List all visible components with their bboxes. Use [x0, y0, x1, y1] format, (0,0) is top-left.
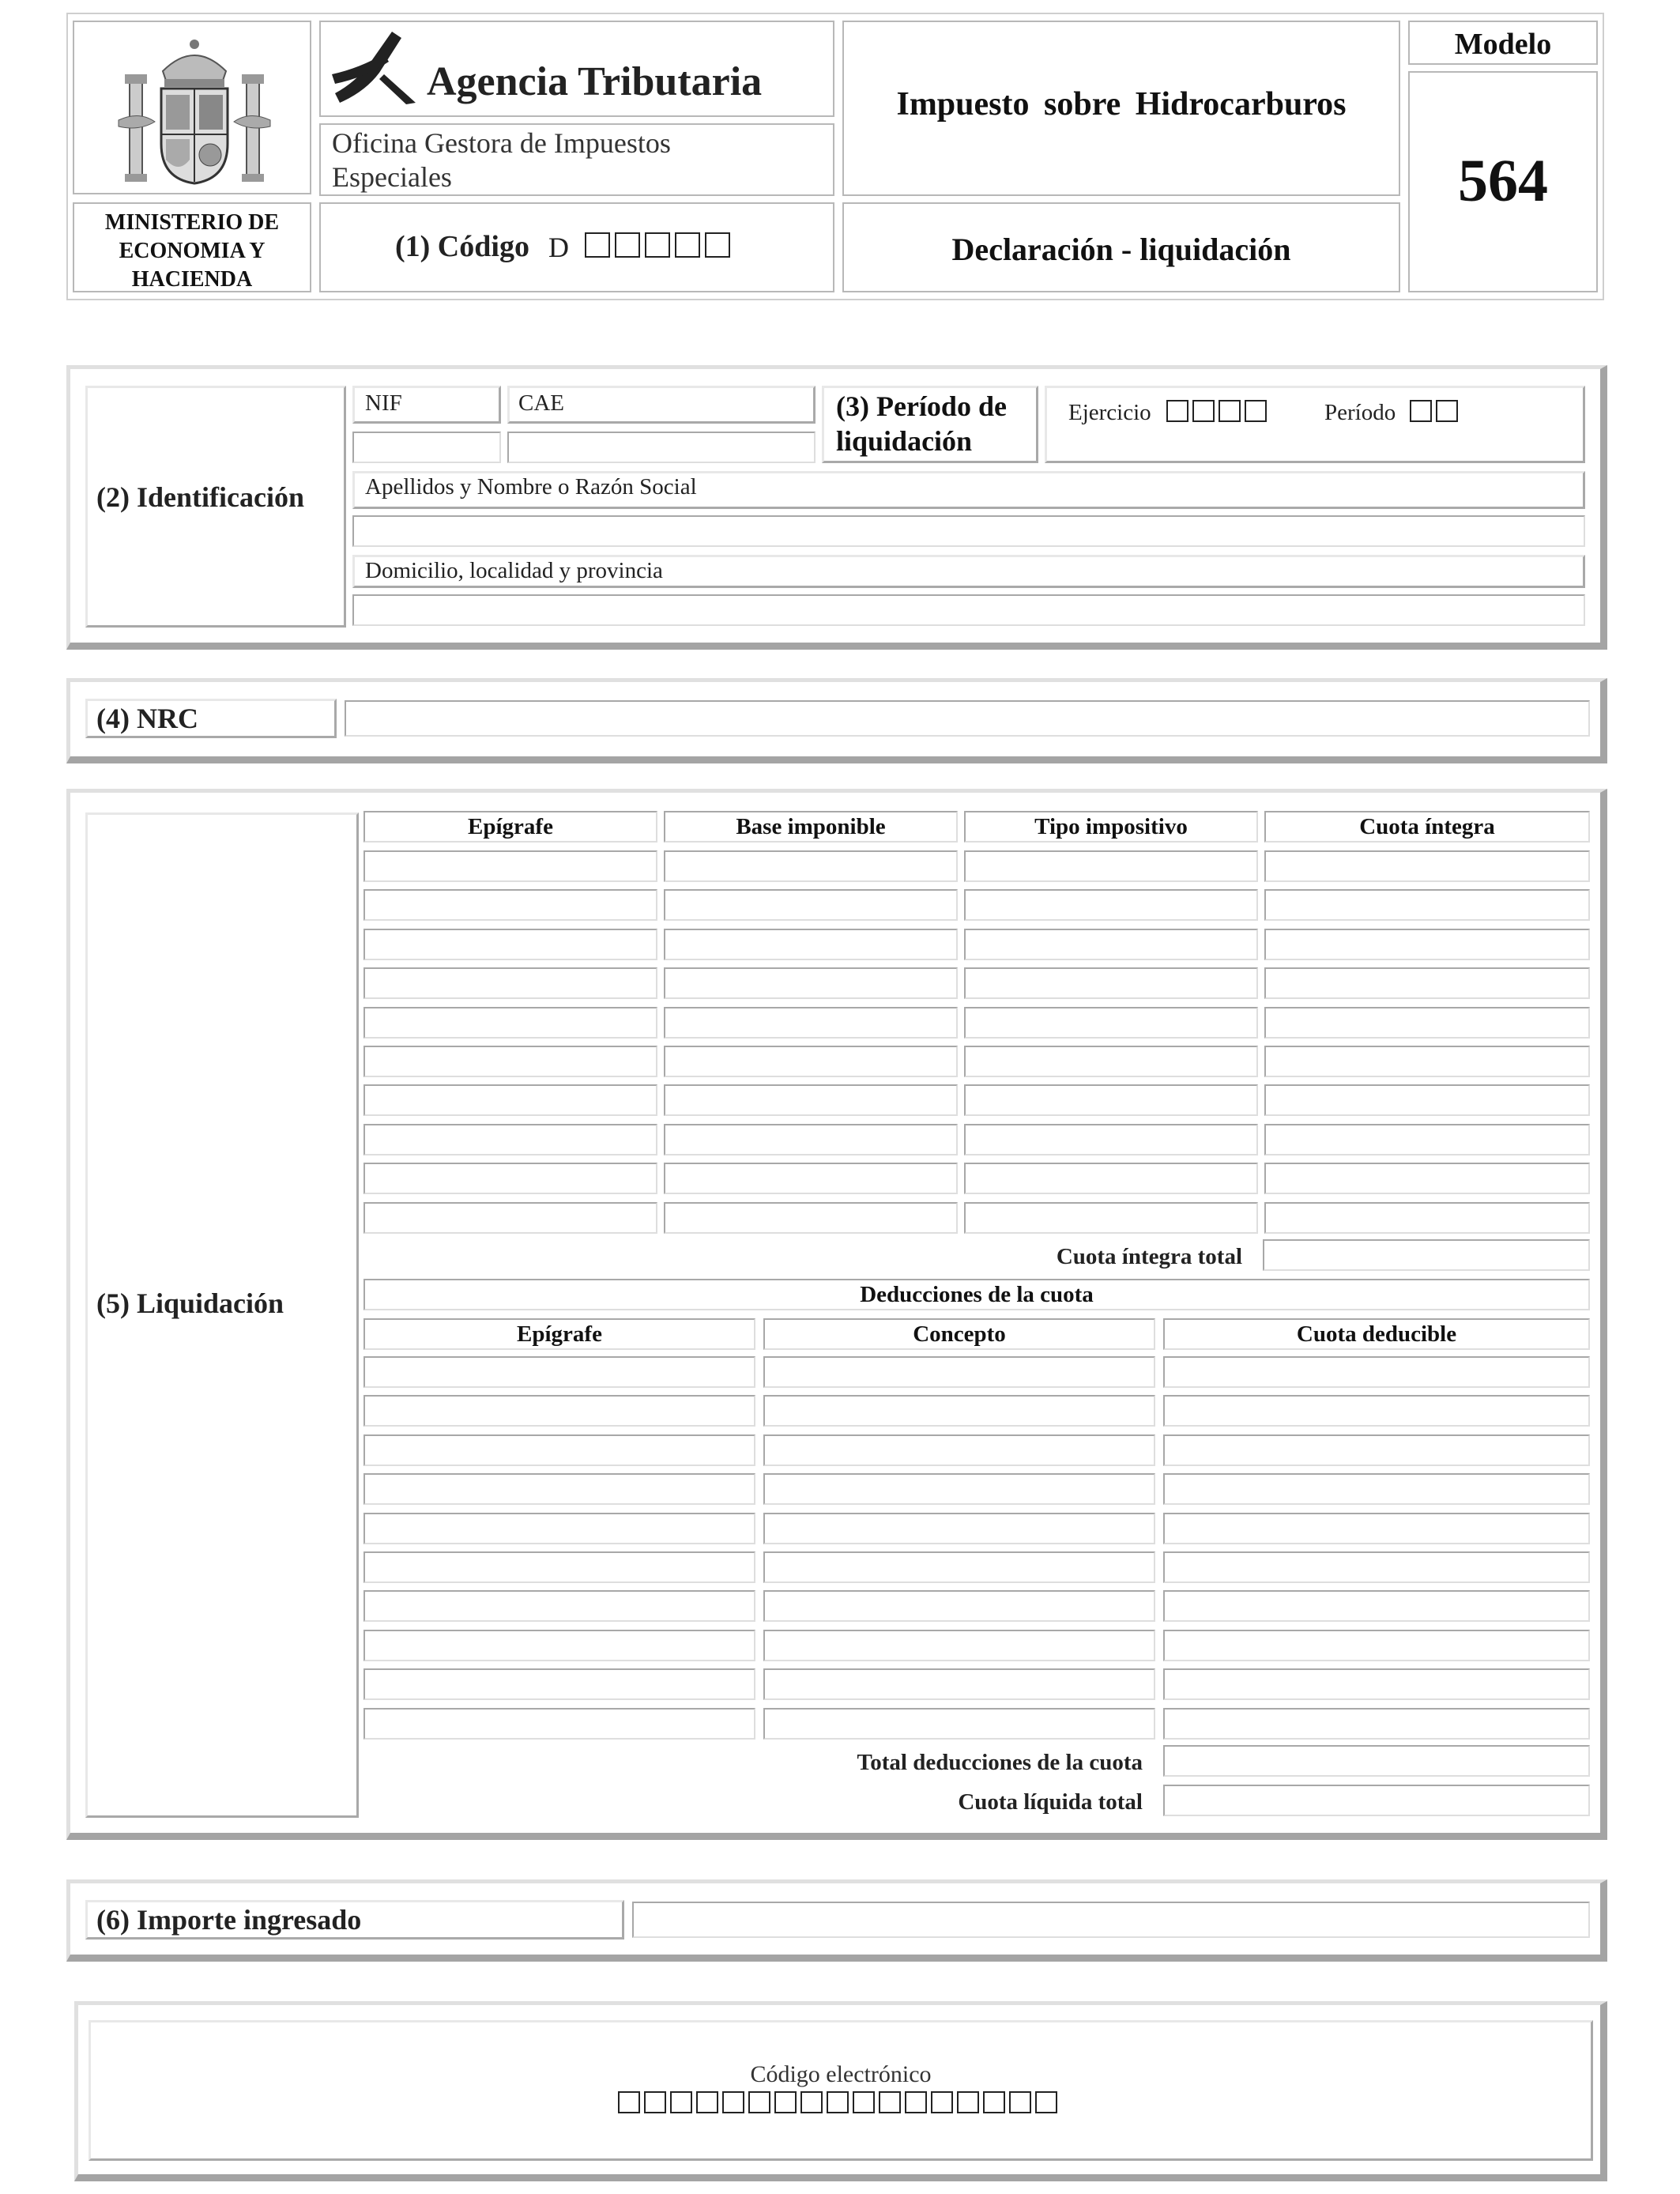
deduction-cell[interactable]	[763, 1551, 1155, 1583]
deduction-cell[interactable]	[363, 1708, 755, 1740]
code-digit-box[interactable]	[585, 232, 610, 258]
cae-label: CAE	[518, 390, 564, 416]
electronic-code-digit-box[interactable]	[1035, 2091, 1057, 2113]
ejercicio-boxes[interactable]	[1166, 400, 1271, 422]
tax-cell[interactable]	[1264, 967, 1590, 999]
tax-cell[interactable]	[363, 1163, 657, 1194]
liquidation-label: (5) Liquidación	[96, 1287, 284, 1319]
tax-cell[interactable]	[1264, 1084, 1590, 1116]
tax-cell[interactable]	[363, 929, 657, 960]
ejercicio-label: Ejercicio	[1068, 400, 1151, 425]
tax-cell[interactable]	[1264, 1046, 1590, 1077]
ejercicio-digit-box[interactable]	[1245, 400, 1267, 422]
cuota-liquida-total-field[interactable]	[1163, 1785, 1590, 1816]
deduction-cell[interactable]	[1163, 1473, 1590, 1505]
tax-cell[interactable]	[964, 1046, 1258, 1077]
office-name: Oficina Gestora de Impuestos Especiales	[332, 127, 671, 193]
code-digit-box[interactable]	[705, 232, 730, 258]
tax-cell[interactable]	[1264, 889, 1590, 921]
deduction-cell[interactable]	[763, 1513, 1155, 1544]
code-digit-box[interactable]	[615, 232, 640, 258]
tax-cell[interactable]	[664, 1202, 958, 1234]
period-label: (3) Período de liquidación	[836, 390, 1007, 457]
periodo-label: Período	[1324, 400, 1396, 425]
cuota-liquida-total-label: Cuota líquida total	[958, 1789, 1143, 1815]
tax-cell[interactable]	[664, 850, 958, 882]
tax-cell[interactable]	[964, 850, 1258, 882]
deduction-cell[interactable]	[363, 1434, 755, 1466]
deduction-cell[interactable]	[1163, 1356, 1590, 1388]
name-label: Apellidos y Nombre o Razón Social	[365, 474, 697, 499]
deduction-cell[interactable]	[1163, 1630, 1590, 1661]
deduction-cell[interactable]	[363, 1668, 755, 1700]
electronic-code-digit-box[interactable]	[827, 2091, 849, 2113]
electronic-code-digit-box[interactable]	[722, 2091, 744, 2113]
tax-cell[interactable]	[363, 889, 657, 921]
cuota-integra-total-field[interactable]	[1263, 1239, 1590, 1271]
tax-cell[interactable]	[964, 889, 1258, 921]
tax-column-header: Tipo impositivo	[964, 811, 1258, 843]
deduction-cell[interactable]	[1163, 1395, 1590, 1427]
nif-field[interactable]	[352, 432, 501, 463]
electronic-code-box	[89, 2020, 1593, 2161]
tax-cell[interactable]	[964, 929, 1258, 960]
tax-cell[interactable]	[363, 967, 657, 999]
tax-cell[interactable]	[664, 929, 958, 960]
agency-name: Agencia Tributaria	[427, 59, 763, 104]
agency-logo-icon	[329, 27, 424, 106]
tax-cell[interactable]	[664, 967, 958, 999]
tax-column-header: Cuota íntegra	[1264, 811, 1590, 843]
electronic-code-digit-box[interactable]	[905, 2091, 927, 2113]
electronic-code-digit-box[interactable]	[931, 2091, 953, 2113]
model-label: Modelo	[1454, 28, 1552, 61]
tax-cell[interactable]	[363, 1007, 657, 1039]
tax-cell[interactable]	[664, 889, 958, 921]
electronic-code-digit-box[interactable]	[879, 2091, 901, 2113]
deduction-cell[interactable]	[363, 1590, 755, 1622]
deduction-cell[interactable]	[363, 1473, 755, 1505]
electronic-code-digit-box[interactable]	[957, 2091, 979, 2113]
tax-cell[interactable]	[664, 1124, 958, 1155]
deduction-cell[interactable]	[1163, 1434, 1590, 1466]
electronic-code-digit-box[interactable]	[1009, 2091, 1031, 2113]
tax-cell[interactable]	[363, 1202, 657, 1234]
ministry-name: MINISTERIO DE ECONOMIA Y HACIENDA	[104, 210, 280, 292]
electronic-code-digit-box[interactable]	[748, 2091, 770, 2113]
electronic-code-digit-box[interactable]	[644, 2091, 666, 2113]
electronic-code-digit-box[interactable]	[774, 2091, 797, 2113]
deduction-cell[interactable]	[763, 1668, 1155, 1700]
total-deducciones-field[interactable]	[1163, 1745, 1590, 1777]
tax-cell[interactable]	[363, 1084, 657, 1116]
periodo-digit-box[interactable]	[1436, 400, 1458, 422]
code-label: (1) Código	[395, 230, 529, 263]
deduction-column-header: Cuota deducible	[1163, 1318, 1590, 1350]
electronic-code-digit-box[interactable]	[696, 2091, 718, 2113]
electronic-code-digit-box[interactable]	[853, 2091, 875, 2113]
name-field[interactable]	[352, 515, 1585, 547]
deduction-cell[interactable]	[1163, 1513, 1590, 1544]
deduction-cell[interactable]	[363, 1630, 755, 1661]
tax-cell[interactable]	[363, 1046, 657, 1077]
coat-of-arms-icon	[115, 33, 273, 188]
periodo-boxes[interactable]	[1410, 400, 1462, 422]
tax-cell[interactable]	[1264, 929, 1590, 960]
nrc-field[interactable]	[345, 700, 1590, 737]
tax-cell[interactable]	[964, 1163, 1258, 1194]
tax-cell[interactable]	[964, 1084, 1258, 1116]
tax-cell[interactable]	[964, 1007, 1258, 1039]
electronic-code-boxes[interactable]	[618, 2091, 1061, 2113]
tax-cell[interactable]	[1264, 850, 1590, 882]
tax-cell[interactable]	[964, 1202, 1258, 1234]
cae-field[interactable]	[507, 432, 816, 463]
tax-column-header: Epígrafe	[363, 811, 657, 843]
electronic-code-digit-box[interactable]	[983, 2091, 1005, 2113]
electronic-code-label: Código electrónico	[750, 2061, 932, 2087]
tax-cell[interactable]	[1264, 1124, 1590, 1155]
tax-cell[interactable]	[363, 1124, 657, 1155]
nrc-label: (4) NRC	[96, 703, 198, 734]
model-number: 564	[1458, 148, 1548, 214]
tax-cell[interactable]	[363, 850, 657, 882]
tax-cell[interactable]	[664, 1084, 958, 1116]
tax-cell[interactable]	[1264, 1163, 1590, 1194]
deduction-cell[interactable]	[763, 1590, 1155, 1622]
cuota-integra-total-label: Cuota íntegra total	[1056, 1244, 1242, 1269]
tax-cell[interactable]	[964, 967, 1258, 999]
deduction-cell[interactable]	[363, 1513, 755, 1544]
deduction-cell[interactable]	[763, 1434, 1155, 1466]
deduction-cell[interactable]	[1163, 1551, 1590, 1583]
electronic-code-digit-box[interactable]	[618, 2091, 640, 2113]
deduction-cell[interactable]	[1163, 1668, 1590, 1700]
ejercicio-digit-box[interactable]	[1219, 400, 1241, 422]
tax-title: Impuesto sobre Hidrocarburos	[896, 86, 1347, 123]
importe-field[interactable]	[632, 1902, 1590, 1938]
declaration-title: Declaración - liquidación	[951, 232, 1291, 267]
electronic-code-digit-box[interactable]	[670, 2091, 692, 2113]
deduction-column-header: Concepto	[763, 1318, 1155, 1350]
code-digit-box[interactable]	[645, 232, 670, 258]
deduction-column-header: Epígrafe	[363, 1318, 755, 1350]
tax-cell[interactable]	[1264, 1007, 1590, 1039]
tax-cell[interactable]	[664, 1163, 958, 1194]
deductions-title: Deducciones de la cuota	[363, 1279, 1590, 1310]
deduction-cell[interactable]	[363, 1551, 755, 1583]
deduction-cell[interactable]	[1163, 1708, 1590, 1740]
deduction-cell[interactable]	[363, 1395, 755, 1427]
identification-label: (2) Identificación	[96, 481, 304, 513]
ejercicio-digit-box[interactable]	[1192, 400, 1215, 422]
tax-cell[interactable]	[1264, 1202, 1590, 1234]
coat-of-arms-box	[73, 21, 311, 194]
tax-cell[interactable]	[664, 1046, 958, 1077]
periodo-digit-box[interactable]	[1410, 400, 1432, 422]
address-label: Domicilio, localidad y provincia	[365, 558, 663, 583]
tax-cell[interactable]	[664, 1007, 958, 1039]
address-field[interactable]	[352, 594, 1585, 626]
ejercicio-digit-box[interactable]	[1166, 400, 1188, 422]
electronic-code-digit-box[interactable]	[800, 2091, 823, 2113]
code-prefix: D	[548, 232, 569, 263]
deduction-cell[interactable]	[763, 1395, 1155, 1427]
code-boxes[interactable]	[585, 232, 735, 258]
tax-cell[interactable]	[964, 1124, 1258, 1155]
total-deducciones-label: Total deducciones de la cuota	[857, 1750, 1143, 1775]
deduction-cell[interactable]	[1163, 1590, 1590, 1622]
code-digit-box[interactable]	[675, 232, 700, 258]
deduction-cell[interactable]	[763, 1356, 1155, 1388]
deduction-cell[interactable]	[363, 1356, 755, 1388]
deduction-cell[interactable]	[763, 1708, 1155, 1740]
nif-label: NIF	[365, 390, 402, 416]
deduction-cell[interactable]	[763, 1630, 1155, 1661]
importe-label: (6) Importe ingresado	[96, 1904, 362, 1936]
deduction-cell[interactable]	[763, 1473, 1155, 1505]
tax-column-header: Base imponible	[664, 811, 958, 843]
